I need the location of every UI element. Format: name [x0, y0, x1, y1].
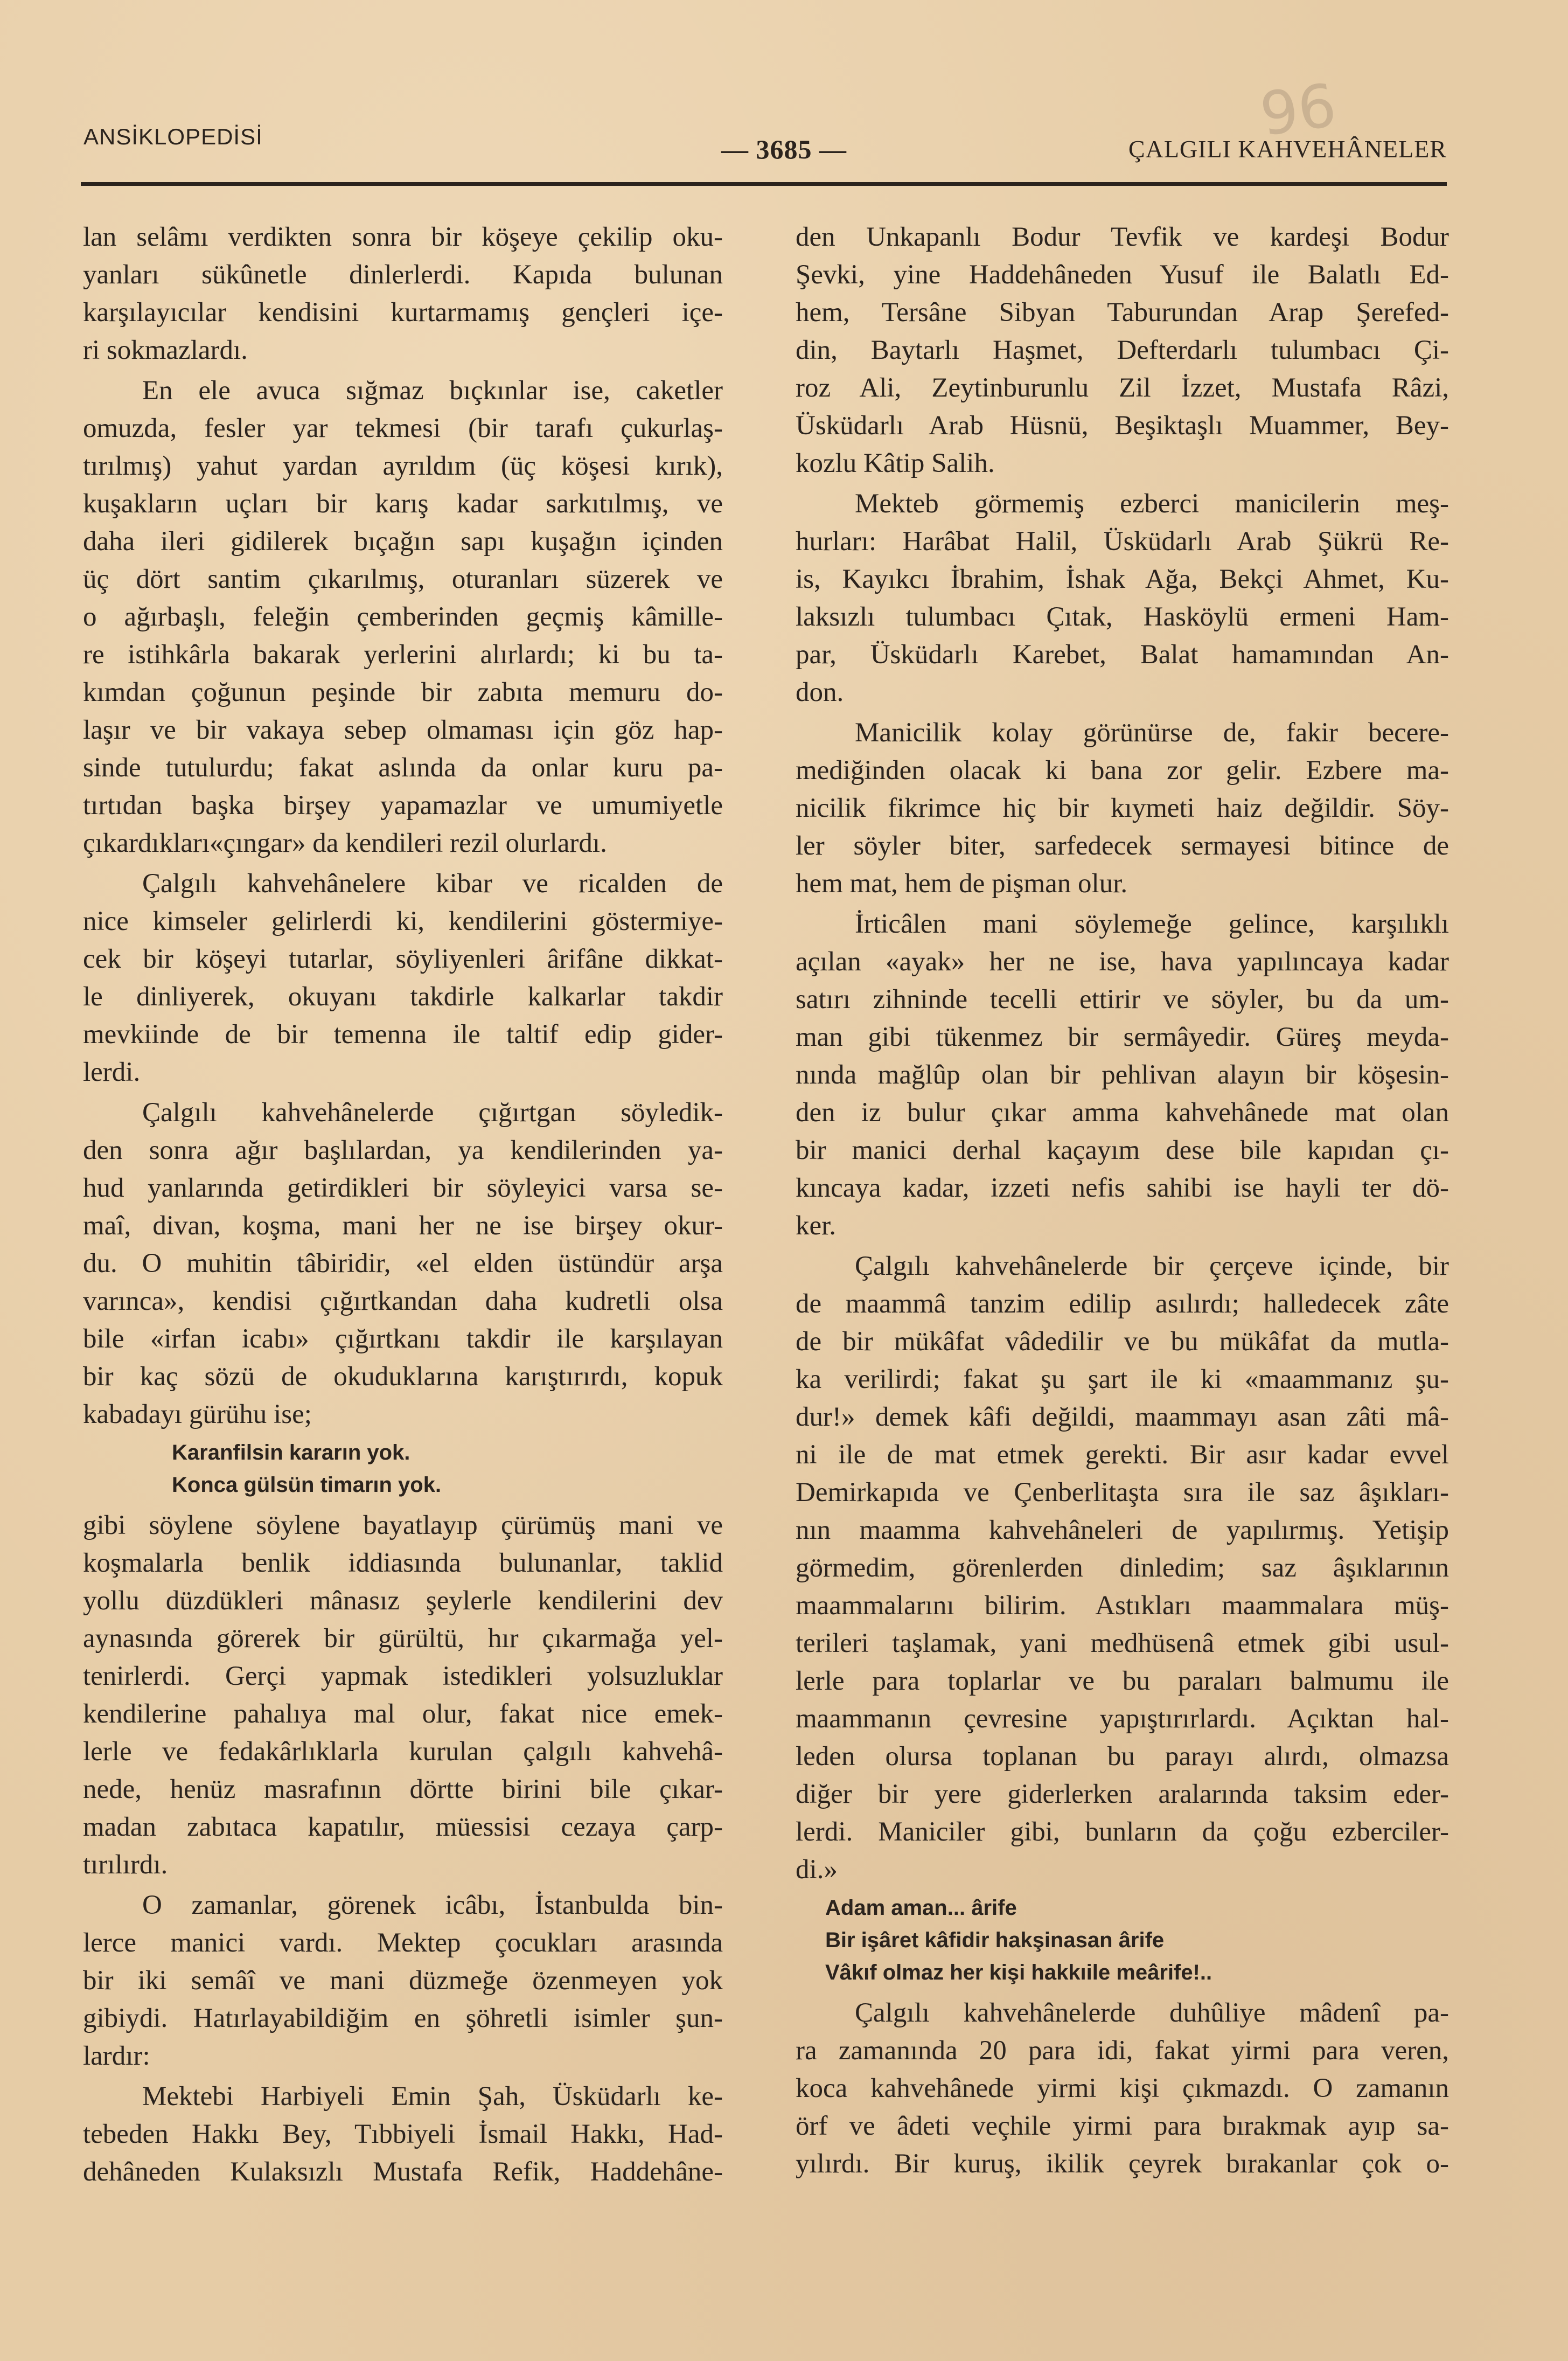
text-line: maammanın çevresine yapıştırırlardı. Açıktan hal-	[796, 1704, 1449, 1734]
text-line: yollu düzdükleri mânasız şeylerle kendilerini dev	[83, 1586, 723, 1616]
text-line: lan selâmı verdikten sonra bir köşeye çekilip oku-	[83, 222, 723, 252]
text-line: kuşakların uçları bir karış kadar sarkıtılmış, ve	[83, 489, 723, 519]
text-line: yanları sükûnetle dinlerlerdi. Kapıda bulunan	[83, 260, 723, 290]
text-line: din, Baytarlı Haşmet, Defterdarlı tulumbacı Çi-	[796, 335, 1449, 365]
text-line: tırtıdan başka birşey yapamazlar ve umumiyetle	[83, 790, 723, 821]
text-line: açılan «ayak» her ne ise, hava yapılıncaya kadar	[796, 947, 1449, 977]
paragraph	[796, 714, 1449, 902]
page-number: — 3685 —	[721, 134, 847, 164]
text-line: tırılmış) yahut yardan ayrıldım (üç köşesi kırık),	[83, 451, 723, 481]
text-line: O zamanlar, görenek icâbı, İstanbulda bin-	[142, 1890, 723, 1920]
text-line: görmedim, görenlerden dinledim; saz âşıklarının	[796, 1553, 1449, 1583]
text-line: Çalgılı kahvehânelerde duhûliye mâdenî pa-	[855, 1998, 1449, 2028]
paragraph	[796, 1247, 1449, 1888]
text-line: de maammâ tanzim edilip asılırdı; halledecek zâte	[796, 1289, 1449, 1319]
verse-line: Adam aman... ârife	[825, 1896, 1017, 1920]
text-line: roz Ali, Zeytinburunlu Zil İzzet, Mustafa Râzi,	[796, 373, 1449, 403]
paragraph	[796, 905, 1449, 1245]
text-line: lerdi. Maniciler gibi, bunların da çoğu ezberciler-	[796, 1817, 1449, 1847]
text-line: lerle para toplarlar ve bu paraları balmumu ile	[796, 1666, 1449, 1696]
text-line: Çalgılı kahvehânelerde bir çerçeve içinde, bir	[855, 1251, 1449, 1281]
text-line: İrticâlen mani söylemeğe gelince, karşılıklı	[855, 909, 1449, 939]
text-line: lardır:	[83, 2041, 150, 2071]
paragraph	[83, 2078, 723, 2191]
right-column	[796, 218, 1449, 2185]
text-line: Çalgılı kahvehânelerde çığırtgan söyledik-	[142, 1098, 723, 1128]
paragraph	[83, 218, 723, 369]
text-line: laşır ve bir vakaya sebep olmaması için göz hap-	[83, 715, 723, 745]
text-line: nın maamma kahvehâneleri de yapılırmış. Yetişip	[796, 1515, 1449, 1545]
text-line: nicilik fikrimce hiç bir kıymeti haiz değildir. Söy-	[796, 793, 1449, 823]
text-line: cek bir köşeyi tutarlar, söyliyenleri ârifâne dikkat-	[83, 944, 723, 974]
text-line: nice kimseler gelirlerdi ki, kendilerini göstermiye-	[83, 906, 723, 936]
text-line: sinde tutulurdu; fakat aslında da onlar kuru pa-	[83, 753, 723, 783]
text-line: aynasında görerek bir gürültü, hır çıkarmağa yel-	[83, 1623, 723, 1654]
paragraph	[796, 1994, 1449, 2183]
verse-line: Karanfilsin kararın yok.	[172, 1441, 410, 1464]
text-line: lerce manici vardı. Mektep çocukları arasında	[83, 1928, 723, 1958]
paragraph	[83, 865, 723, 1091]
text-line: di.»	[796, 1855, 838, 1885]
verse-quote	[796, 1892, 1449, 1989]
header-rule	[81, 182, 1447, 186]
left-column	[83, 218, 723, 2193]
text-line: ra zamanında 20 para idi, fakat yirmi para veren,	[796, 2036, 1449, 2066]
text-line: bir manici derhal kaçayım dese bile kapıdan çı-	[796, 1135, 1449, 1165]
text-line: ker.	[796, 1211, 837, 1241]
text-line: den sonra ağır başlılardan, ya kendilerinden ya-	[83, 1135, 723, 1165]
text-line: re istihkârla bakarak yerlerini alırlardı; ki bu ta-	[83, 640, 723, 670]
text-line: karşılayıcılar kendisini kurtarmamış gençleri içe-	[83, 297, 723, 328]
text-line: ni ile de mat etmek gerekti. Bir asır kadar evvel	[796, 1440, 1449, 1470]
running-header-left: ANSİKLOPEDİSİ	[83, 124, 263, 149]
text-line: ka verilirdi; fakat şu şart ile ki «maammanız şu-	[796, 1364, 1449, 1394]
text-line: maî, divan, koşma, mani her ne ise birşey okur-	[83, 1211, 723, 1241]
text-line: çıkardıkları«çıngar» da kendileri rezil olurlardı.	[83, 828, 607, 858]
text-line: kozlu Kâtip Salih.	[796, 448, 995, 478]
text-line: bir kaç sözü de okuduklarına karıştırırdı, kopuk	[83, 1362, 723, 1392]
text-line: ri sokmazlardı.	[83, 335, 248, 365]
pencil-page-mark: 96	[1256, 70, 1341, 150]
text-line: gibiydi. Hatırlayabildiğim en şöhretli isimler şun-	[83, 2003, 723, 2033]
verse-quote	[83, 1436, 723, 1501]
text-line: lerle ve fedakârlıklarla kurulan çalgılı kahvehâ-	[83, 1737, 723, 1767]
text-line: den iz bulur çıkar amma kahvehânede mat olan	[796, 1098, 1449, 1128]
text-line: mevkiinde de bir temenna ile taltif edip gider-	[83, 1019, 723, 1050]
text-line: tırılırdı.	[83, 1850, 168, 1880]
text-line: kendilerine pahalıya mal olur, fakat nice emek-	[83, 1699, 723, 1729]
text-line: hurları: Harâbat Halil, Üsküdarlı Arab Şükrü Re-	[796, 526, 1449, 557]
text-line: de bir mükâfat vâdedilir ve bu mükâfat da mutla-	[796, 1327, 1449, 1357]
text-line: En ele avuca sığmaz bıçkınlar ise, caketler	[142, 376, 723, 406]
verse-line: Bir işâret kâfidir hakşinasan ârife	[825, 1928, 1165, 1952]
text-line: diğer bir yere giderlerken aralarında taksim eder-	[796, 1779, 1449, 1809]
text-line: mediğinden olacak ki bana zor gelir. Ezbere ma-	[796, 755, 1449, 786]
paragraph	[83, 372, 723, 862]
text-line: kabadayı gürühu ise;	[83, 1399, 312, 1429]
text-line: tebeden Hakkı Bey, Tıbbiyeli İsmail Hakkı, Had-	[83, 2119, 723, 2149]
text-line: koşmalarla benlik iddiasında bulunanlar, taklid	[83, 1548, 723, 1578]
text-line: Demirkapıda ve Çenberlitaşta sıra ile saz âşıkları-	[796, 1477, 1449, 1508]
text-line: gibi söylene söylene bayatlayıp çürümüş mani ve	[83, 1510, 723, 1540]
text-line: omuzda, fesler yar tekmesi (bir tarafı çukurlaş-	[83, 413, 723, 443]
text-line: terileri taşlamak, yani medhüsenâ etmek gibi usul-	[796, 1628, 1449, 1658]
paragraph	[83, 1094, 723, 1433]
text-line: hud yanlarında getirdikleri bir söyleyici varsa se-	[83, 1173, 723, 1203]
text-line: daha ileri gidilerek bıçağın sapı kuşağın içinden	[83, 526, 723, 557]
text-line: dur!» demek kâfi değildi, maammayı asan zâti mâ-	[796, 1402, 1449, 1432]
text-line: kımdan çoğunun peşinde bir zabıta memuru do-	[83, 677, 723, 707]
verse-line: Vâkıf olmaz her kişi hakkıile meârife!..	[825, 1961, 1212, 1984]
text-line: man gibi tükenmez bir sermâyedir. Güreş meyda-	[796, 1022, 1449, 1052]
paragraph	[796, 218, 1449, 482]
paragraph	[83, 1506, 723, 1884]
text-line: par, Üsküdarlı Karebet, Balat hamamından An-	[796, 640, 1449, 670]
text-line: ler söyler biter, sarfedecek sermayesi bitince de	[796, 831, 1449, 861]
text-line: le dinliyerek, okuyanı takdirle kalkarlar takdir	[83, 982, 723, 1012]
text-line: tenirlerdi. Gerçi yapmak istedikleri yolsuzluklar	[83, 1661, 723, 1691]
text-line: don.	[796, 677, 844, 707]
text-line: koca kahvehânede yirmi kişi çıkmazdı. O zamanın	[796, 2073, 1449, 2103]
text-line: maammalarını bilirim. Astıkları maammalara müş-	[796, 1591, 1449, 1621]
text-line: örf ve âdeti veçhile yirmi para bırakmak ayıp sa-	[796, 2111, 1449, 2141]
text-line: Manicilik kolay görünürse de, fakir becere-	[855, 718, 1449, 748]
running-header-right: ÇALGILI KAHVEHÂNELER	[1128, 135, 1447, 163]
text-line: Üsküdarlı Arab Hüsnü, Beşiktaşlı Muammer, Bey-	[796, 411, 1449, 441]
text-line: hem mat, hem de pişman olur.	[796, 869, 1128, 899]
text-line: varınca», kendisi çığırtkandan daha kudretli olsa	[83, 1286, 723, 1316]
text-line: kıncaya kadar, izzeti nefis sahibi ise hayli ter dö-	[796, 1173, 1449, 1203]
text-line: o ağırbaşlı, feleğin çemberinden geçmiş kâmille-	[83, 602, 723, 632]
text-line: laksızlı tulumbacı Çıtak, Hasköylü ermeni Ham-	[796, 602, 1449, 632]
text-line: nede, henüz masrafının dörtte birini bile çıkar-	[83, 1774, 723, 1804]
text-line: dehâneden Kulaksızlı Mustafa Refik, Haddehâne-	[83, 2157, 723, 2187]
text-line: nında mağlûp olan bir pehlivan alayın bir köşesin-	[796, 1060, 1449, 1090]
text-line: bir iki semâî ve mani düzmeğe özenmeyen yok	[83, 1966, 723, 1996]
text-line: Mekteb görmemiş ezberci manicilerin meş-	[855, 489, 1449, 519]
text-line: Çalgılı kahvehânelere kibar ve ricalden de	[142, 869, 723, 899]
text-line: Mektebi Harbiyeli Emin Şah, Üsküdarlı ke-	[142, 2081, 723, 2112]
paragraph	[796, 485, 1449, 711]
paragraph	[83, 1886, 723, 2075]
text-line: üç dört santim çıkarılmış, oturanları süzerek ve	[83, 564, 723, 594]
text-line: hem, Tersâne Sibyan Taburundan Arap Şerefed-	[796, 297, 1449, 328]
text-line: satırı zihninde tecelli ettirir ve söyler, bu da um-	[796, 984, 1449, 1015]
text-line: Şevki, yine Haddehâneden Yusuf ile Balatlı Ed-	[796, 260, 1449, 290]
text-line: den Unkapanlı Bodur Tevfik ve kardeşi Bodur	[796, 222, 1449, 252]
text-line: leden olursa toplanan bu parayı alırdı, olmazsa	[796, 1741, 1449, 1772]
verse-line: Konca gülsün timarın yok.	[172, 1473, 442, 1497]
text-line: yılırdı. Bir kuruş, ikilik çeyrek bırakanlar çok o-	[796, 2149, 1449, 2179]
text-line: madan zabıtaca kapatılır, müessisi cezaya çarp-	[83, 1812, 723, 1842]
text-line: is, Kayıkcı İbrahim, İshak Ağa, Bekçi Ahmet, Ku-	[796, 564, 1449, 594]
text-line: bile «irfan icabı» çığırtkanı takdir ile karşılayan	[83, 1324, 723, 1354]
text-line: lerdi.	[83, 1057, 141, 1087]
text-line: du. O muhitin tâbiridir, «el elden üstündür arşa	[83, 1248, 723, 1279]
